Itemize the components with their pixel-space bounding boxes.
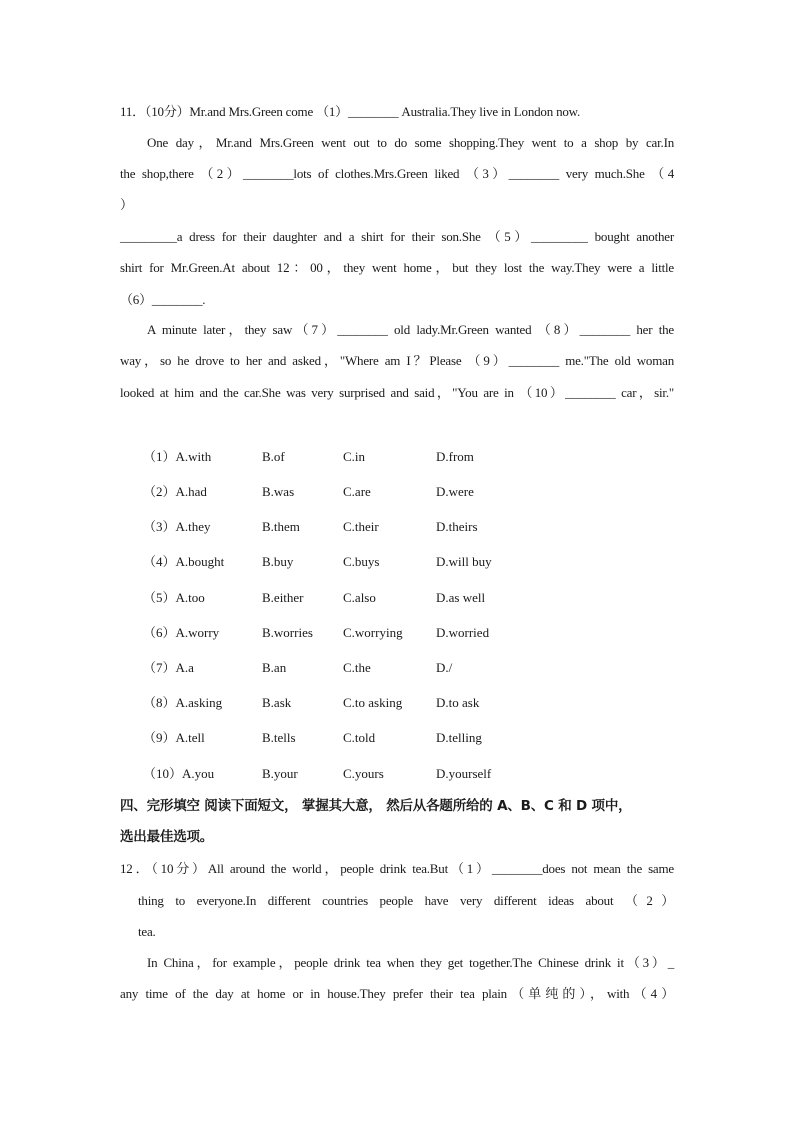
option-a: （10）A.you <box>143 766 215 781</box>
option-b: B.them <box>262 519 300 534</box>
option-b: B.either <box>262 590 304 605</box>
q11-line: A minute later，they saw（7）________ old lady.Mr.Green wanted （8）________ her the <box>147 322 674 337</box>
option-c: C.also <box>343 590 376 605</box>
option-d: D.yourself <box>436 766 492 781</box>
option-d: D.were <box>436 484 474 499</box>
option-c: C.are <box>343 484 371 499</box>
q12-line: thing to everyone.In different countries people have very different ideas about （2） <box>138 893 674 908</box>
option-c: C.in <box>343 449 366 464</box>
option-a: （7）A.a <box>143 660 194 675</box>
option-c: C.yours <box>343 766 384 781</box>
option-c: C.buys <box>343 554 380 569</box>
option-b: B.of <box>262 449 285 464</box>
q11-line: _________a dress for their daughter and a shirt for their son.She （5）_________ bought another <box>120 229 674 244</box>
q11-line: （6）________. <box>120 292 206 307</box>
q12-line: tea. <box>138 924 156 939</box>
option-a: （6）A.worry <box>143 625 220 640</box>
q11-line: ） <box>120 197 133 212</box>
q11-line: 11．（10分）Mr.and Mrs.Green come （1）________ Australia.They live in London now. <box>120 104 581 119</box>
q12-line: In China，for example，people drink tea when they get together.The Chinese drink it（3）_ <box>147 955 674 970</box>
q11-line: looked at him and the car.She was very surprised and said，"You are in （10）________ car，sir." <box>120 385 674 400</box>
option-b: B.tells <box>262 730 296 745</box>
section-heading: 四、完形填空 阅读下面短文， 掌握其大意， 然后从各题所给的 A、B、C 和 D 项中， <box>120 798 632 814</box>
option-d: D.telling <box>436 730 482 745</box>
option-a: （5）A.too <box>143 590 205 605</box>
option-c: C.their <box>343 519 379 534</box>
option-c: C.to asking <box>343 695 403 710</box>
option-a: （4）A.bought <box>143 554 225 569</box>
option-a: （9）A.tell <box>143 730 205 745</box>
option-a: （3）A.they <box>143 519 211 534</box>
option-c: C.the <box>343 660 371 675</box>
option-b: B.an <box>262 660 287 675</box>
q11-line: the shop,there （2）________lots of clothes.Mrs.Green liked （3）________ very much.She （4 <box>120 166 674 181</box>
option-b: B.was <box>262 484 295 499</box>
option-c: C.told <box>343 730 376 745</box>
option-a: （2）A.had <box>143 484 207 499</box>
option-b: B.ask <box>262 695 292 710</box>
option-d: D.worried <box>436 625 490 640</box>
option-b: B.your <box>262 766 298 781</box>
option-a: （8）A.asking <box>143 695 223 710</box>
option-d: D.to ask <box>436 695 480 710</box>
option-b: B.buy <box>262 554 294 569</box>
q11-line: shirt for Mr.Green.At about 12：00，they went home，but they lost the way.They were a little <box>120 260 674 275</box>
option-d: D./ <box>436 660 453 675</box>
option-c: C.worrying <box>343 625 403 640</box>
option-b: B.worries <box>262 625 313 640</box>
option-a: （1）A.with <box>143 449 212 464</box>
option-d: D.as well <box>436 590 486 605</box>
q12-line: any time of the day at home or in house.They prefer their tea plain（单纯的），with（4） <box>120 986 674 1001</box>
q12-line: 12．（10分）All around the world，people drink tea.But（1）________does not mean the same <box>120 861 674 876</box>
option-d: D.from <box>436 449 474 464</box>
q11-line: One day，Mr.and Mrs.Green went out to do some shopping.They went to a shop by car.In <box>147 135 674 150</box>
option-d: D.theirs <box>436 519 478 534</box>
q11-line: way，so he drove to her and asked，"Where am I？Please （9）________ me."The old woman <box>120 353 674 368</box>
option-d: D.will buy <box>436 554 492 569</box>
section-heading: 选出最佳选项。 <box>120 829 214 845</box>
